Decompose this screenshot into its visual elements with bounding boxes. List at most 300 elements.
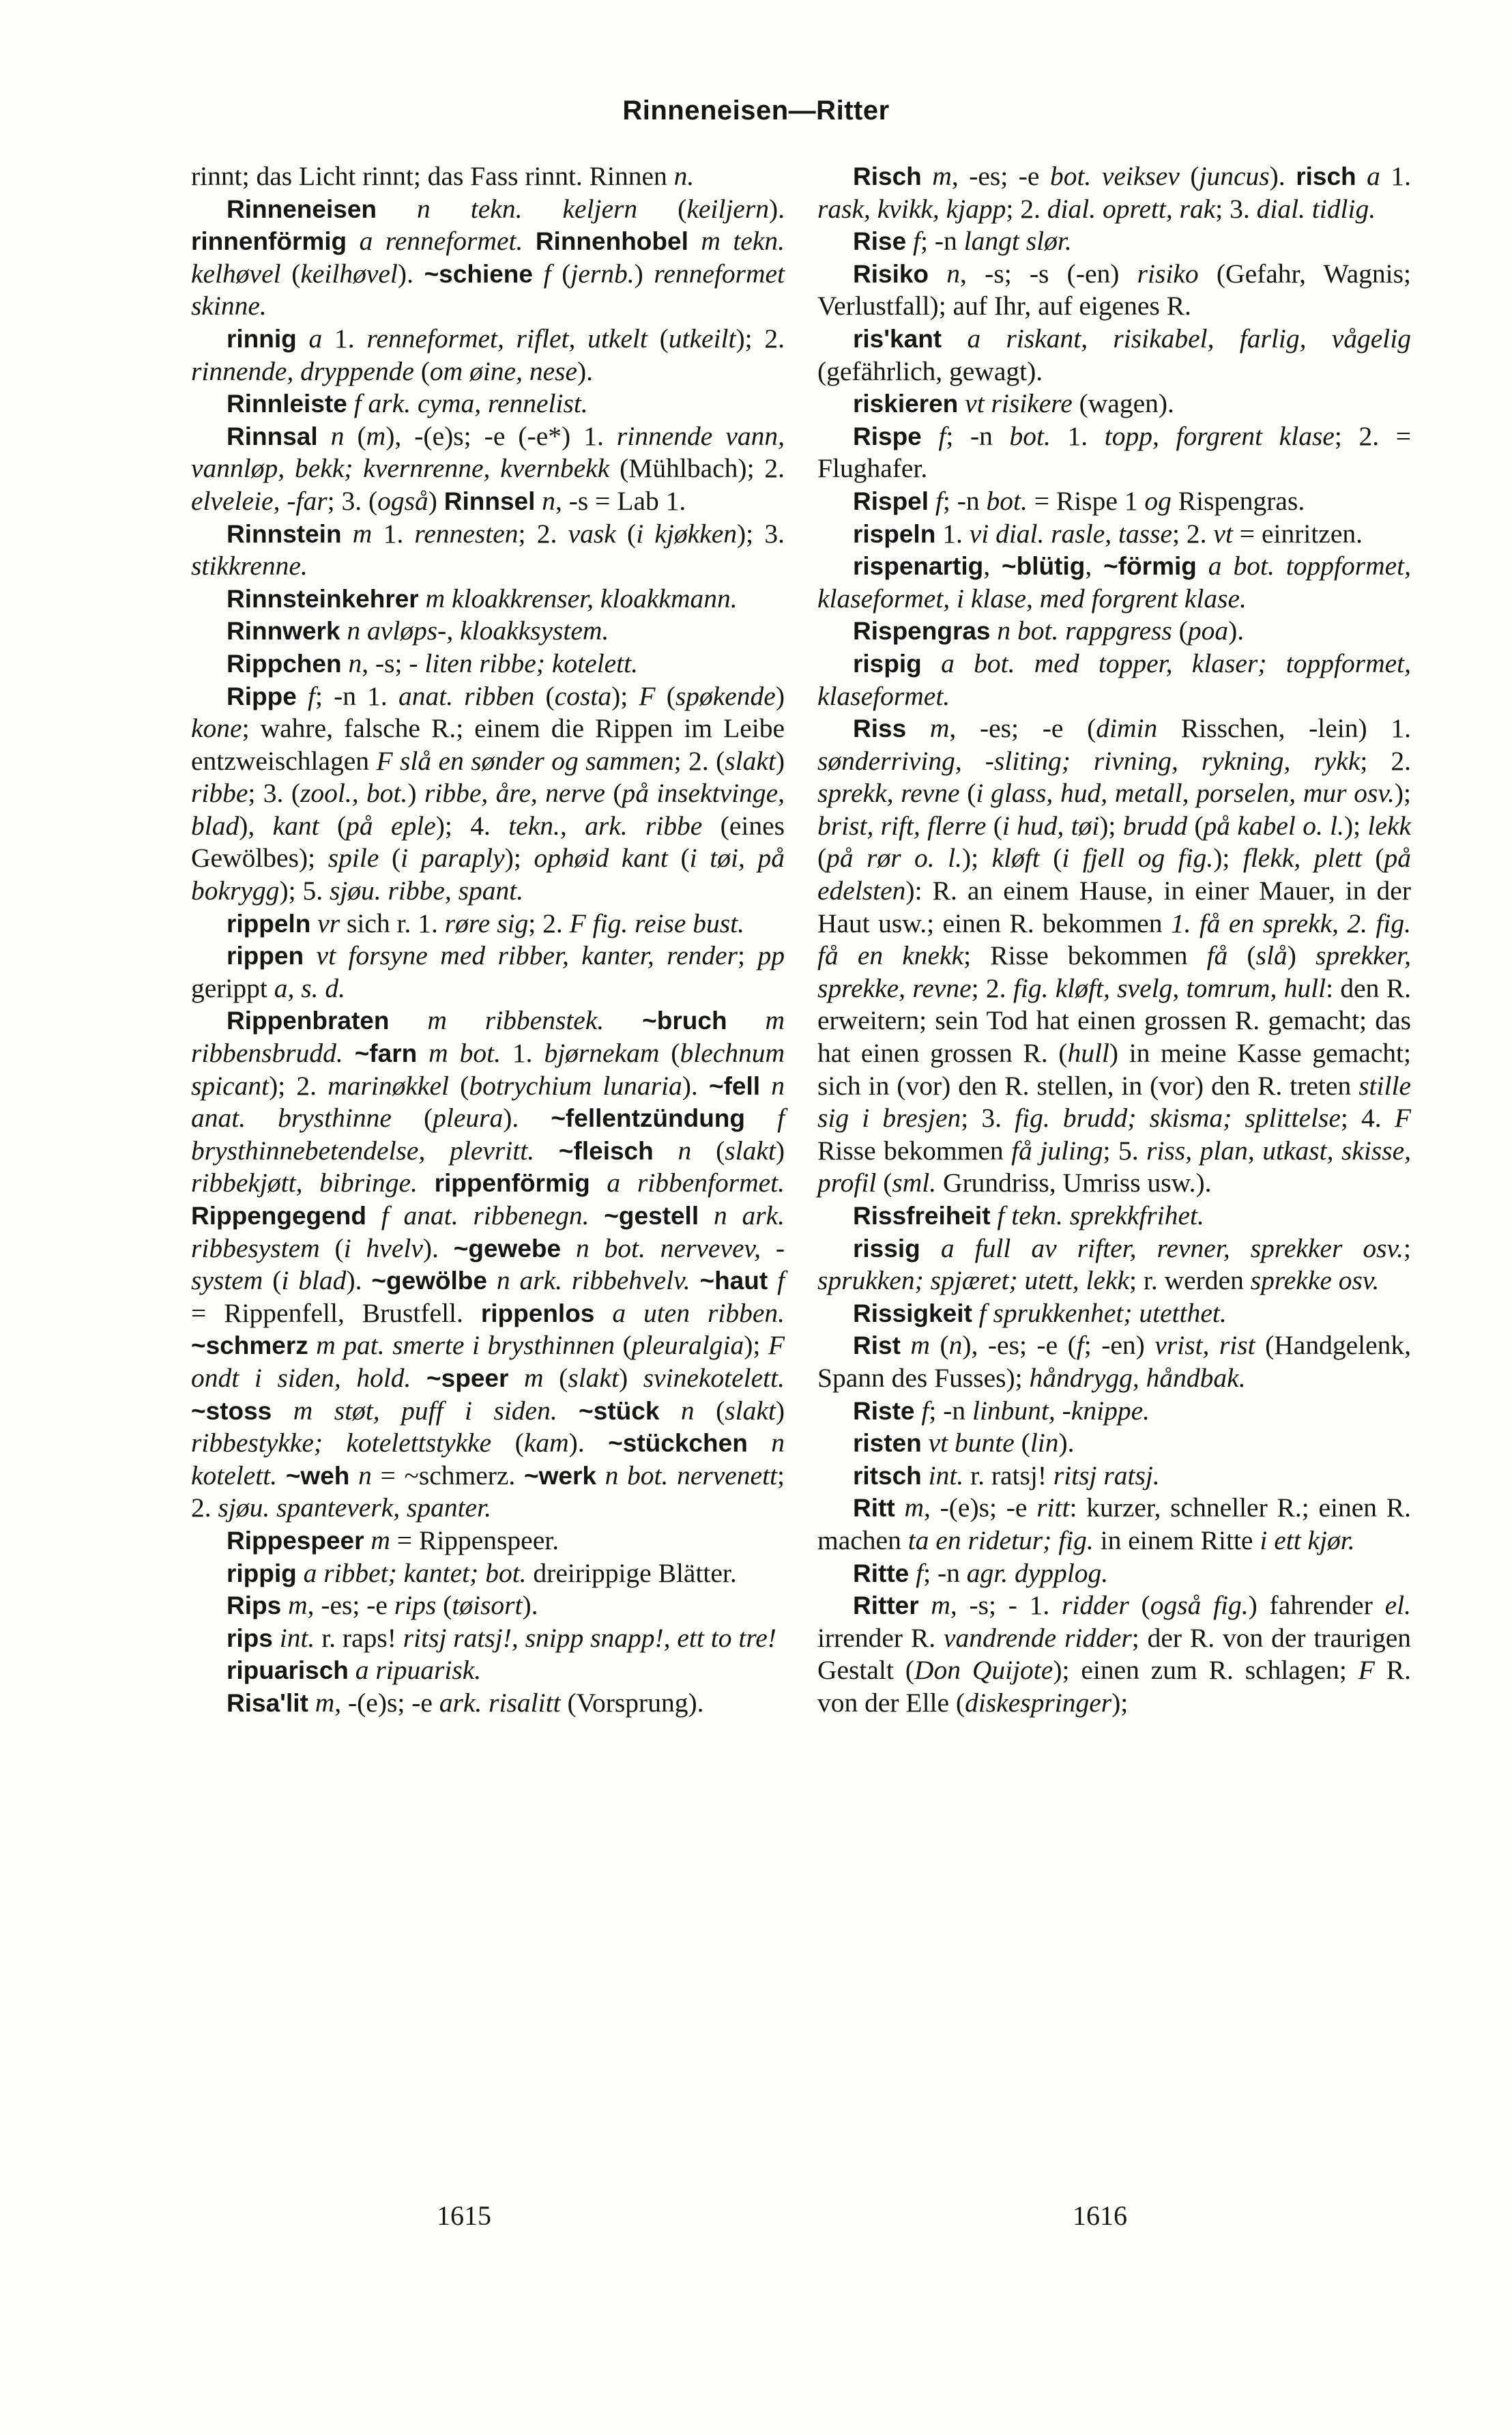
entry-text: ; 3. ( [248, 778, 301, 809]
entry-text: in einem Ritte [1093, 1525, 1260, 1555]
entry-text [1197, 551, 1208, 581]
gloss-italic: sjøu. ribbe, spant. [329, 876, 524, 906]
entry-text [418, 1168, 435, 1198]
entry-text [297, 323, 309, 354]
gloss-italic: n. [673, 161, 695, 191]
entry-text: ; -n [920, 226, 964, 257]
gloss-italic: m ribbenstek. [427, 1005, 605, 1036]
gloss-italic: sprekke osv. [1250, 1265, 1380, 1296]
gloss-italic: Don Quijote [914, 1655, 1053, 1686]
gloss-italic: også fig. [1150, 1590, 1249, 1621]
dictionary-entry [191, 1557, 785, 1590]
gloss-italic: elveleie, -far [191, 485, 328, 516]
dictionary-entry [817, 388, 1411, 420]
entry-text [768, 1265, 777, 1295]
entry-text: ( [817, 843, 827, 874]
headword: ritsch [853, 1461, 922, 1490]
gloss-italic: n ark. ribbehvelv. [496, 1265, 690, 1296]
gloss-italic: f brysthinnebetendelse, plevritt. [191, 1103, 785, 1166]
gloss-italic: keiljern [686, 193, 769, 224]
gloss-italic: f ark. cyma, rennelist. [353, 388, 588, 419]
entry-text: ( [655, 680, 675, 711]
entry-text: ( [344, 420, 366, 451]
dictionary-entry [191, 680, 785, 908]
entry-text [534, 1136, 559, 1166]
entry-text: ); 4. [435, 810, 509, 841]
headword: ~bruch [642, 1007, 727, 1035]
gloss-italic: m [524, 1362, 544, 1393]
entry-text [922, 161, 933, 191]
entry-text: ). [522, 1590, 538, 1621]
gloss-italic: n anat. brysthinne [191, 1070, 785, 1134]
headword: Rinnsteinkehrer [227, 584, 419, 613]
entry-text [727, 1005, 766, 1035]
gloss-italic: f [935, 485, 943, 516]
headword: rinnenförmig [191, 227, 347, 256]
entry-text [508, 1363, 524, 1393]
entry-text: (Mühlbach); 2. [609, 453, 785, 484]
gloss-italic: få juling [1011, 1135, 1103, 1166]
entry-text [1285, 161, 1296, 191]
headword: Rinneneisen [227, 194, 377, 223]
entry-text: ): R. an einem Hause, in einer Mauer, in der Haut usw.; einen R. bekommen [817, 876, 1411, 938]
entry-text: ); 5. [279, 876, 330, 906]
entry-text [596, 1460, 605, 1490]
gloss-italic: kløft [991, 843, 1040, 874]
gloss-italic: ark. risalitt [439, 1687, 561, 1718]
entry-text: ( [986, 810, 1002, 841]
gloss-italic: i blad [281, 1265, 347, 1296]
entry-text: ( [263, 1265, 282, 1296]
entry-text: ) [618, 1362, 643, 1393]
gloss-italic: vi dial. rasle, tasse [969, 518, 1173, 549]
gloss-italic: lin [1030, 1428, 1059, 1458]
headword: Rise [853, 227, 907, 256]
entry-text: ), [239, 810, 273, 841]
dictionary-entry [817, 420, 1411, 485]
entry-text: ; 2. [1360, 745, 1411, 776]
headword: rippen [227, 942, 304, 970]
headword: Risch [853, 162, 922, 190]
gloss-italic: m [315, 1687, 335, 1718]
entry-text: ( [379, 843, 401, 874]
entry-text: , -es; -e ( [949, 713, 1096, 744]
dictionary-entry [191, 388, 785, 420]
dictionary-entry [191, 1589, 785, 1622]
entry-text: ; 3. [1215, 193, 1257, 224]
gloss-italic: i kjøkken [636, 518, 737, 549]
dictionary-entry [817, 1233, 1411, 1297]
dictionary-entry [817, 1395, 1411, 1428]
gloss-italic: sjøu. spanteverk, spanter. [218, 1493, 491, 1523]
gloss-italic: rinnende vann, vannløp, bekk; kvernrenne, kvernbekk [191, 420, 785, 484]
entry-text: ( [436, 1590, 452, 1621]
gloss-italic: kant [272, 810, 319, 841]
gloss-italic: spile [328, 843, 379, 874]
left-column [191, 160, 785, 1720]
entry-text [366, 1200, 381, 1230]
headword: Rinnstein [227, 519, 342, 548]
gloss-italic: dimin [1096, 713, 1158, 744]
headword: rispig [853, 649, 922, 678]
entry-text: ; 2. [1006, 193, 1047, 224]
dictionary-entry [191, 1654, 785, 1687]
gloss-italic: blechnum spicant [191, 1038, 785, 1101]
entry-text: ( [876, 1168, 892, 1198]
entry-text: ; wahre, falsche R.; einem die Rippen im Leibe entzweischlagen [191, 713, 785, 776]
entry-text: ; 2. [971, 972, 1013, 1003]
entry-text: 1. [322, 323, 367, 354]
entry-text: ) [428, 485, 444, 516]
gloss-italic: marinøkkel [328, 1070, 449, 1101]
gloss-italic: int. [279, 1622, 315, 1653]
gloss-italic: vandrende ridder [943, 1622, 1132, 1653]
gloss-italic: int. [928, 1460, 964, 1490]
entry-text [308, 1688, 315, 1718]
gloss-italic: a, s. d. [274, 972, 346, 1003]
entry-text: ); [1213, 843, 1243, 874]
gloss-italic: n bot. nervevev, -system [191, 1233, 785, 1296]
entry-text: ). [1269, 161, 1285, 191]
headword: rispeln [853, 519, 936, 548]
headword: Rinnsel [444, 487, 536, 515]
gloss-italic: f [777, 1265, 785, 1296]
dictionary-entry [817, 1200, 1411, 1233]
entry-text [523, 226, 535, 256]
entry-text: Risse bekommen [817, 1135, 1012, 1166]
headword: Rist [853, 1331, 901, 1360]
gloss-italic: bot. [1009, 420, 1051, 451]
entry-text: ( [605, 778, 622, 809]
gloss-italic: riss, plan, utkast, skisse, profil [817, 1135, 1411, 1198]
dictionary-entry [191, 1525, 785, 1557]
entry-text [958, 388, 965, 418]
headword: Rippe [227, 682, 297, 710]
gloss-italic: botrychium lunaria [469, 1070, 682, 1101]
headword: Ritt [853, 1494, 895, 1523]
gloss-italic: n [948, 1330, 963, 1361]
entry-text [535, 486, 542, 516]
gloss-italic: ribbekjøtt, bibringe. [191, 1168, 418, 1198]
entry-text [342, 519, 353, 549]
entry-text: ; der R. von der traurigen Gestalt ( [817, 1622, 1411, 1686]
entry-text: ; 4. [1340, 1103, 1395, 1134]
gloss-italic: ridder [1062, 1590, 1129, 1621]
gloss-italic: i ett kjør. [1260, 1525, 1355, 1555]
dictionary-entry [817, 1329, 1411, 1394]
gloss-italic: pp [757, 940, 785, 971]
entry-text: ( [1014, 1428, 1030, 1458]
entry-text: ; 2. [1172, 518, 1214, 549]
dictionary-entry [817, 225, 1411, 258]
headword: rispenartig [853, 552, 984, 581]
entry-text: ; 2. = Flughafer. [817, 420, 1411, 484]
entry-text: ; -n [929, 1395, 972, 1426]
gloss-italic: a ripuarisk. [355, 1655, 482, 1686]
gloss-italic: i hud, tøi [1002, 810, 1100, 841]
gloss-italic: f tekn. sprekkfrihet. [997, 1200, 1204, 1230]
entry-text: ); [611, 680, 639, 711]
headword: Risa'lit [227, 1688, 308, 1717]
gloss-italic: n tekn. keljern [417, 193, 638, 224]
entry-text: , -s; - [362, 648, 425, 678]
entry-text: ; r. werden [1129, 1265, 1251, 1296]
entry-text: ; 3. [961, 1103, 1015, 1134]
entry-text: dreirippige Blätter. [526, 1557, 737, 1588]
gloss-italic: risiko [1137, 258, 1199, 289]
entry-text [654, 1136, 678, 1166]
headword: Rissfreiheit [853, 1202, 991, 1230]
gloss-italic: n kotelett. [191, 1428, 785, 1490]
headword: riskieren [853, 390, 959, 418]
entry-text: r. raps! [315, 1622, 403, 1653]
entry-text [533, 259, 544, 289]
entry-text: ( [491, 1428, 524, 1458]
entry-text: 1. [500, 1038, 544, 1069]
entry-text: ). [568, 1428, 609, 1458]
gloss-italic: slå [1255, 940, 1288, 971]
entry-text [906, 226, 913, 256]
gloss-italic: n [358, 1460, 372, 1490]
dictionary-entry [817, 323, 1411, 388]
entry-text [922, 421, 939, 451]
entry-text: ). [1058, 1428, 1075, 1458]
entry-text: irrender R. [817, 1622, 944, 1653]
headword: ~weh [285, 1461, 350, 1490]
gloss-italic: svinekotelett. [643, 1362, 785, 1393]
entry-text: : den R. erweitern; sein Tod hat einen grossen R. gemacht; das hat einen grossen R. ( [817, 972, 1411, 1069]
headword: ~gewebe [453, 1234, 562, 1263]
gloss-italic: rennesten [414, 518, 519, 549]
entry-text [389, 1005, 427, 1035]
entry-text [349, 1460, 358, 1490]
entry-text: ( [959, 778, 976, 809]
headword: rips [227, 1624, 273, 1652]
dictionary-entry [817, 160, 1411, 225]
entry-text: , -s; -s (-en) [960, 258, 1137, 289]
entry-text: ( [694, 1395, 725, 1426]
entry-text [920, 1233, 941, 1263]
entry-text [901, 1330, 911, 1360]
gloss-italic: røre sig [444, 908, 529, 938]
entry-text: ; 3. ( [327, 485, 378, 516]
entry-text: ) [634, 258, 654, 289]
gloss-italic: f [1076, 1330, 1084, 1361]
headword: risten [853, 1429, 922, 1458]
gloss-italic: m [366, 420, 386, 451]
entry-text [1356, 161, 1367, 191]
gloss-italic: n [678, 1135, 692, 1166]
entry-text: ( [1361, 843, 1384, 874]
gloss-italic: m støt, puff i siden. [293, 1395, 557, 1426]
entry-text [590, 1168, 607, 1198]
entry-text: ( [319, 1233, 344, 1263]
entry-text: ( [637, 193, 687, 224]
entry-text: = einritzen. [1232, 518, 1363, 549]
entry-text: 1. [372, 518, 415, 549]
entry-text: ( [1179, 161, 1200, 191]
gloss-italic: f [916, 1557, 924, 1588]
gloss-italic: a uten ribben. [612, 1297, 785, 1328]
entry-text [589, 1200, 604, 1230]
gloss-italic: diskespringer [965, 1687, 1112, 1718]
entry-text: ), -(e)s; -e (-e*) 1. [386, 420, 617, 451]
headword: Rinnsal [227, 422, 318, 450]
gloss-italic: n bot. rappgress [997, 616, 1172, 646]
gloss-italic: kam [523, 1428, 569, 1458]
headword: ~haut [699, 1267, 768, 1295]
entry-text [929, 259, 946, 289]
gloss-italic: costa [554, 680, 612, 711]
headword: ~stück [579, 1396, 660, 1425]
gloss-italic: vt forsyne med ribber, kanter, render [316, 940, 738, 971]
gloss-italic: ritt [1036, 1493, 1070, 1523]
entry-text: ) in meine Kasse gemacht; sich in (vor) den R. stellen, in (vor) den R. treten [817, 1038, 1411, 1101]
entry-text [419, 583, 426, 614]
gloss-italic: linbunt, -knippe. [972, 1395, 1150, 1426]
gloss-italic: a ribbet; kantet; bot. [303, 1557, 527, 1588]
entry-text: ( [691, 1135, 725, 1166]
gloss-italic: n [348, 648, 362, 678]
entry-text: ; 2. [528, 908, 570, 938]
gloss-italic: tekn., ark. ribbe [508, 810, 703, 841]
entry-text: 1. [1380, 161, 1412, 191]
entry-text: ); 2. [269, 1070, 328, 1101]
entry-text [922, 1428, 929, 1458]
gloss-italic: renneformet skinne. [191, 258, 785, 321]
gloss-italic: m tekn. kelhøvel [191, 226, 785, 289]
dictionary-entry [817, 648, 1411, 712]
gloss-italic: hull [1067, 1038, 1109, 1069]
gloss-italic: ribbestykke; kotelettstykke [191, 1428, 492, 1458]
gloss-italic: m ribbensbrudd. [191, 1005, 785, 1069]
entry-text: ( [1227, 940, 1256, 971]
entry-text [909, 1558, 916, 1588]
gloss-italic: topp, forgrent klase [1104, 420, 1335, 451]
gloss-italic: f [543, 258, 551, 289]
entry-text [347, 226, 359, 256]
gloss-italic: f anat. ribbenegn. [381, 1200, 590, 1230]
entry-text: ); 3. [737, 518, 785, 549]
entry-text [991, 1200, 998, 1230]
gloss-italic: sml. [892, 1168, 937, 1198]
gloss-italic: a [308, 323, 323, 354]
gloss-italic: liten ribbe; kotelett. [424, 648, 638, 678]
headword: Rippespeer [227, 1526, 364, 1555]
dictionary-entry [191, 583, 785, 616]
entry-text: Rispengras. [1171, 485, 1305, 516]
entry-text: ( [1187, 810, 1204, 841]
entry-text: r. ratsj! [963, 1460, 1053, 1490]
headword: ~schiene [424, 259, 533, 288]
entry-text: ( [1172, 616, 1188, 646]
gloss-italic: fig. kløft, svelg, tomrum, hull [1013, 972, 1326, 1003]
entry-text [411, 1363, 426, 1393]
gloss-italic: på insektvinge, blad [191, 778, 785, 841]
gloss-italic: i tøi, på bokrygg [191, 843, 785, 906]
gloss-italic: dial. oprett, rak [1047, 193, 1216, 224]
dictionary-entry [817, 550, 1411, 615]
gloss-italic: på rør o. l. [826, 843, 962, 874]
gloss-italic: pleuralgia [631, 1330, 744, 1361]
gloss-italic: håndrygg, håndbak. [1029, 1362, 1246, 1393]
gloss-italic: vrist, rist [1154, 1330, 1255, 1361]
entry-text: ; 2. ( [673, 745, 725, 776]
gloss-italic: F slå en sønder og sammen [376, 745, 674, 776]
gloss-italic: a bot. toppformet, klaseformet, i klase, med forgrent klase. [817, 551, 1411, 614]
gloss-italic: m [929, 713, 950, 744]
entry-text [688, 226, 701, 256]
entry-text: ( [551, 258, 571, 289]
entry-text [557, 1396, 579, 1426]
headword: Riss [853, 715, 907, 743]
entry-text [594, 1298, 612, 1328]
page-number-left: 1615 [437, 2200, 491, 2231]
gloss-italic: f [307, 680, 315, 711]
gloss-italic: om øine, nese [429, 356, 578, 386]
gloss-italic: bot. [986, 485, 1028, 516]
dictionary-entry [817, 518, 1411, 551]
gloss-italic: 1. få en sprekk, 2. fig. få en knekk [817, 908, 1411, 971]
headword: Rinnleiste [227, 390, 347, 418]
gloss-italic: n [330, 420, 345, 451]
entry-text: ; -n [942, 485, 987, 516]
entry-text [342, 648, 349, 678]
dictionary-entry [191, 420, 785, 518]
entry-text: ). [577, 356, 594, 386]
headword: Rispengras [853, 617, 991, 646]
gloss-italic: kone [191, 713, 242, 744]
headword: Rissigkeit [853, 1299, 972, 1327]
headword: rinnig [227, 324, 297, 353]
headword: Riste [853, 1396, 915, 1425]
entry-text: ) fahrender [1248, 1590, 1385, 1621]
gloss-italic: få [1206, 940, 1228, 971]
gloss-italic: a riskant, risikabel, farlig, vågelig [967, 323, 1412, 354]
entry-text: ); [1394, 778, 1411, 809]
gloss-italic: zool., bot. [300, 778, 408, 809]
entry-text: ( [448, 1070, 469, 1101]
gloss-italic: m [932, 161, 952, 191]
gloss-italic: rask, kvikk, kjapp [817, 193, 1006, 224]
headword: ~stückchen [608, 1429, 748, 1458]
headword: rissig [853, 1234, 920, 1263]
entry-text: ( [614, 1330, 632, 1361]
gloss-italic: m [904, 1493, 924, 1523]
entry-text: ); einen zum R. schlagen; [1053, 1655, 1358, 1686]
gloss-italic: ritsj ratsj. [1053, 1460, 1160, 1490]
headword: ~fell [709, 1071, 761, 1100]
headword: Rispel [853, 487, 929, 515]
gloss-italic: a ribbenformet. [607, 1168, 785, 1198]
entry-text: , [983, 551, 1002, 581]
entry-text: ( [659, 1038, 680, 1069]
headword: Rips [227, 1591, 282, 1620]
entry-text: , -s = Lab 1. [555, 485, 686, 516]
gloss-italic: f [921, 1395, 929, 1426]
entry-text: = Rispe 1 [1027, 485, 1145, 516]
headword: Ritte [853, 1559, 910, 1587]
entry-text: 1. [1050, 420, 1105, 451]
gloss-italic: sønderriving, -sliting; rivning, rykning, rykk [817, 745, 1361, 776]
gloss-italic: F [1394, 1103, 1411, 1134]
entry-text [340, 616, 347, 646]
gloss-italic: pleura [433, 1103, 504, 1134]
gloss-italic: brist, rift, flerre [817, 810, 987, 841]
entry-text: ) [775, 745, 785, 776]
entry-text: (wagen). [1072, 388, 1174, 419]
entry-text: ( [413, 356, 430, 386]
